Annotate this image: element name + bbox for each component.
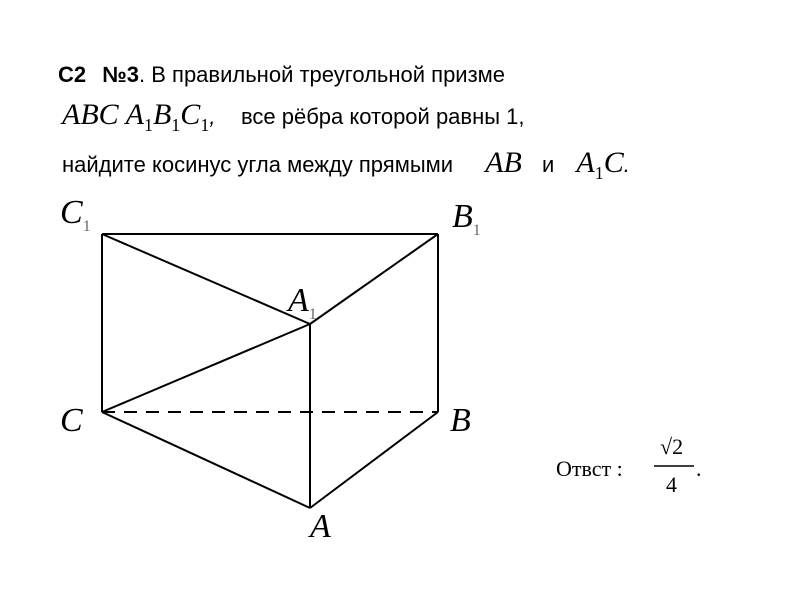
problem-code: С2 [58, 62, 87, 87]
problem-line1-text: . В правильной треугольной призме [139, 62, 506, 87]
vertex-label-a1: $A_1$ [288, 282, 317, 323]
prism-name: ABC $A_1B_1C_1$, [62, 98, 216, 135]
vertex-label-c: C [60, 402, 83, 439]
vertex-label-b: B [450, 402, 471, 439]
problem-number: №3 [102, 62, 140, 87]
answer-denominator: 4 [666, 472, 677, 497]
and-word: и [541, 152, 555, 177]
answer-period: . [696, 456, 702, 481]
vertex-label-b1: $B_1$ [452, 198, 481, 239]
answer-numerator: √2 [660, 434, 684, 459]
line-ab: AB [485, 146, 522, 179]
problem-line2-text: все рёбра которой равны 1, [240, 104, 525, 129]
vertex-label-c1: $C_1$ [60, 194, 91, 235]
vertex-label-a: A [310, 508, 331, 545]
problem-line3-text: найдите косинус угла между прямыми [62, 152, 454, 177]
answer-prefix: Отвст : [556, 456, 623, 481]
line-a1c: $A_1C$. [576, 146, 630, 183]
